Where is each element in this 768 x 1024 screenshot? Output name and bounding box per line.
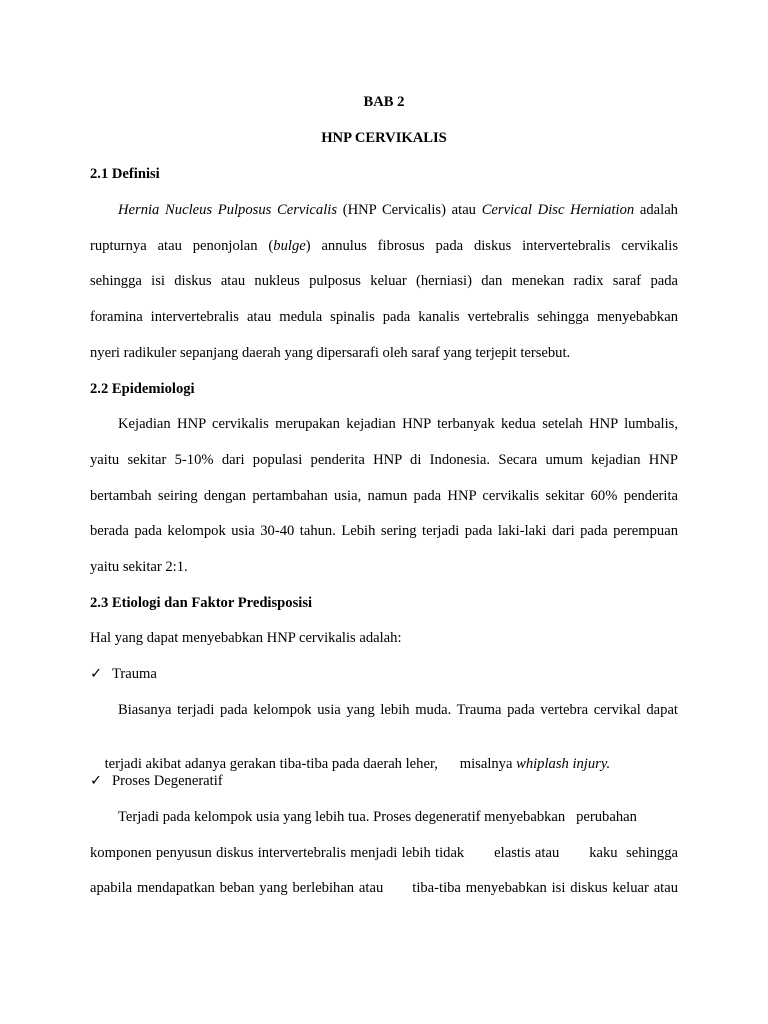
section-heading-epidemiologi: 2.2 Epidemiologi: [90, 381, 195, 397]
document-title: HNP CERVIKALIS: [321, 130, 447, 146]
paragraph-line: Terjadi pada kelompok usia yang lebih tua. Proses degeneratif menyebabkan perubahan: [118, 809, 637, 825]
intro-line: Hal yang dapat menyebabkan HNP cervikalis adalah:: [90, 630, 402, 646]
paragraph-line: apabila mendapatkan beban yang berlebihan atau tiba-tiba menyebabkan isi diskus keluar atau: [90, 880, 678, 896]
bullet-label: Trauma: [112, 666, 157, 682]
paragraph-line: bertambah seiring dengan pertambahan usia, namun pada HNP cervikalis sekitar 60% penderita: [90, 488, 678, 504]
text-run: adalah: [634, 202, 678, 218]
paragraph-line: komponen penyusun diskus intervertebralis menjadi lebih tidak elastis atau kaku sehingga: [90, 845, 678, 861]
text-run: terjadi akibat adanya gerakan tiba-tiba pada daerah leher, misalnya: [104, 756, 517, 772]
section-heading-etiologi: 2.3 Etiologi dan Faktor Predisposisi: [90, 595, 313, 611]
checkmark-icon: ✓: [90, 773, 103, 789]
italic-term: bulge: [273, 238, 306, 254]
paragraph-line: [90, 237, 678, 255]
checkmark-icon: ✓: [90, 666, 103, 682]
italic-term: whiplash injury.: [516, 756, 611, 772]
bullet-item-trauma: [90, 665, 678, 683]
paragraph-line: berada pada kelompok usia 30-40 tahun. Lebih sering terjadi pada laki-laki dari pada perempuan: [90, 523, 678, 539]
paragraph-line: Kejadian HNP cervikalis merupakan kejadian HNP terbanyak kedua setelah HNP lumbalis,: [118, 416, 678, 432]
text-run: ) annulus fibrosus pada diskus intervertebralis cervikalis: [305, 238, 678, 254]
bullet-label: Proses Degeneratif: [112, 773, 223, 789]
paragraph-line: foramina intervertebralis atau medula spinalis pada kanalis vertebralis sehingga menyebabkan: [90, 309, 678, 325]
section-heading-definisi: 2.1 Definisi: [90, 166, 160, 182]
chapter-heading: BAB 2: [363, 94, 405, 110]
italic-term: Hernia Nucleus Pulposus Cervicalis: [118, 202, 337, 218]
paragraph-line: [90, 201, 678, 219]
paragraph-line: yaitu sekitar 2:1.: [90, 559, 188, 575]
paragraph-line: yaitu sekitar 5-10% dari populasi penderita HNP di Indonesia. Secara umum kejadian HNP: [90, 452, 678, 468]
italic-term: Cervical Disc Herniation: [481, 202, 635, 218]
paragraph-line: Biasanya terjadi pada kelompok usia yang lebih muda. Trauma pada vertebra cervikal dapat: [118, 702, 678, 718]
paragraph-line: nyeri radikuler sepanjang daerah yang dipersarafi oleh saraf yang terjepit tersebut.: [90, 345, 571, 361]
paragraph-line: sehingga isi diskus atau nukleus pulposus keluar (herniasi) dan menekan radix saraf pada: [90, 273, 678, 289]
bullet-item-proses-degeneratif: [90, 772, 678, 790]
text-run: (HNP Cervicalis) atau: [337, 202, 482, 218]
text-run: rupturnya atau penonjolan (: [90, 238, 274, 254]
